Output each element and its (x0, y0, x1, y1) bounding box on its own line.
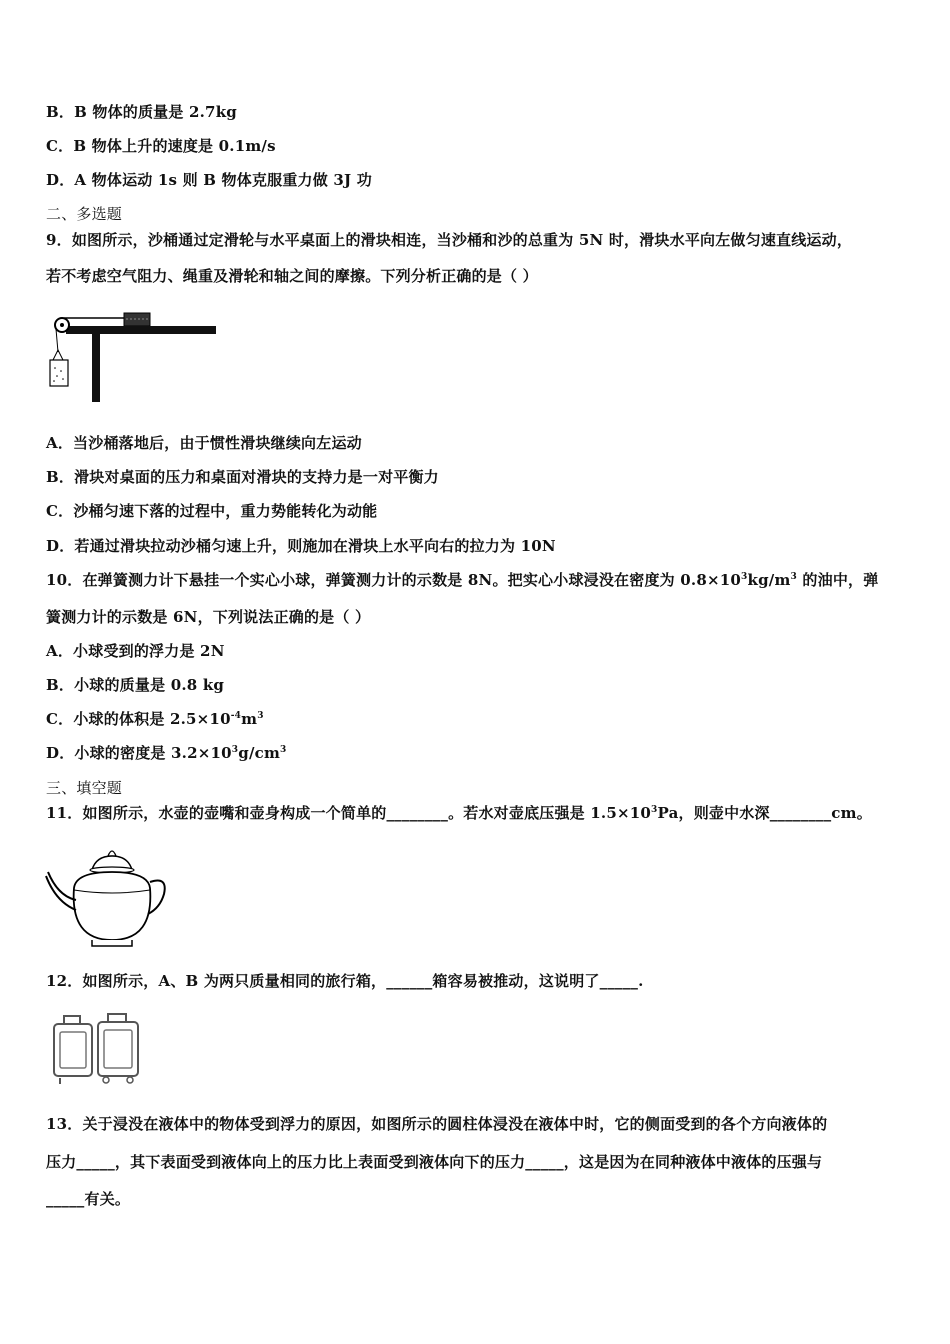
section-title-multiple-choice: 二、多选题 (46, 205, 123, 223)
q9-option-a: A．当沙桶落地后，由于惯性滑块继续向左运动 (46, 434, 362, 452)
q10-stem-line2: 簧测力计的示数是 6N，下列说法正确的是（ ） (46, 608, 371, 626)
q9-option-b: B．滑块对桌面的压力和桌面对滑块的支持力是一对平衡力 (46, 468, 439, 486)
suitcases-figure (48, 1008, 144, 1090)
q13-line1: 13．关于浸没在液体中的物体受到浮力的原因，如图所示的圆柱体浸没在液体中时，它的侧面受到的各个方向液体的 (46, 1115, 828, 1133)
q10-option-c: C．小球的体积是 $2.5\times 10^{-4}m^3$ (46, 710, 264, 728)
q10-option-b: B．小球的质量是 0.8 kg (46, 676, 225, 694)
pulley-sandbucket-figure (44, 308, 220, 406)
q10-option-a: A．小球受到的浮力是 2N (46, 642, 225, 660)
q12-text: 12．如图所示，A、B 为两只质量相同的旅行箱，______箱容易被推动，这说明了_____. (46, 972, 644, 990)
teapot-figure (44, 842, 176, 950)
section-title-fill-in: 三、填空题 (46, 779, 123, 797)
q9-stem-line1: 9．如图所示，沙桶通过定滑轮与水平桌面上的滑块相连，当沙桶和沙的总重为 5N 时，滑块水平向左做匀速直线运动， (46, 231, 853, 249)
q13-line3: _____有关。 (46, 1190, 131, 1208)
q10-option-d: D．小球的密度是 $3.2\times 10^3g/cm^3$ (46, 744, 287, 762)
q9-option-c: C．沙桶匀速下落的过程中，重力势能转化为动能 (46, 502, 378, 520)
q9-option-d: D．若通过滑块拉动沙桶匀速上升，则施加在滑块上水平向右的拉力为 10N (46, 537, 556, 555)
q13-line2: 压力_____，其下表面受到液体向上的压力比上表面受到液体向下的压力_____，这是因为在同种液体中液体的压强与 (46, 1153, 823, 1171)
q8-option-b: B．B 物体的质量是 2.7kg (46, 103, 237, 121)
q10-stem-line1: 10．在弹簧测力计下悬挂一个实心小球，弹簧测力计的示数是 8N。把实心小球浸没在密度为 $0.8\times 10^3kg/m^3$ 的油中，弹 (46, 571, 879, 589)
q8-option-c: C．B 物体上升的速度是 0.1m/s (46, 137, 276, 155)
q11-text: 11．如图所示，水壶的壶嘴和壶身构成一个简单的________。若水对壶底压强是 $1.5\times 10^3Pa$，则壶中水深________cm。 (46, 804, 872, 822)
q8-option-d: D．A 物体运动 1s 则 B 物体克服重力做 3J 功 (46, 171, 372, 189)
q9-stem-line2: 若不考虑空气阻力、绳重及滑轮和轴之间的摩擦。下列分析正确的是（ ） (46, 267, 538, 285)
